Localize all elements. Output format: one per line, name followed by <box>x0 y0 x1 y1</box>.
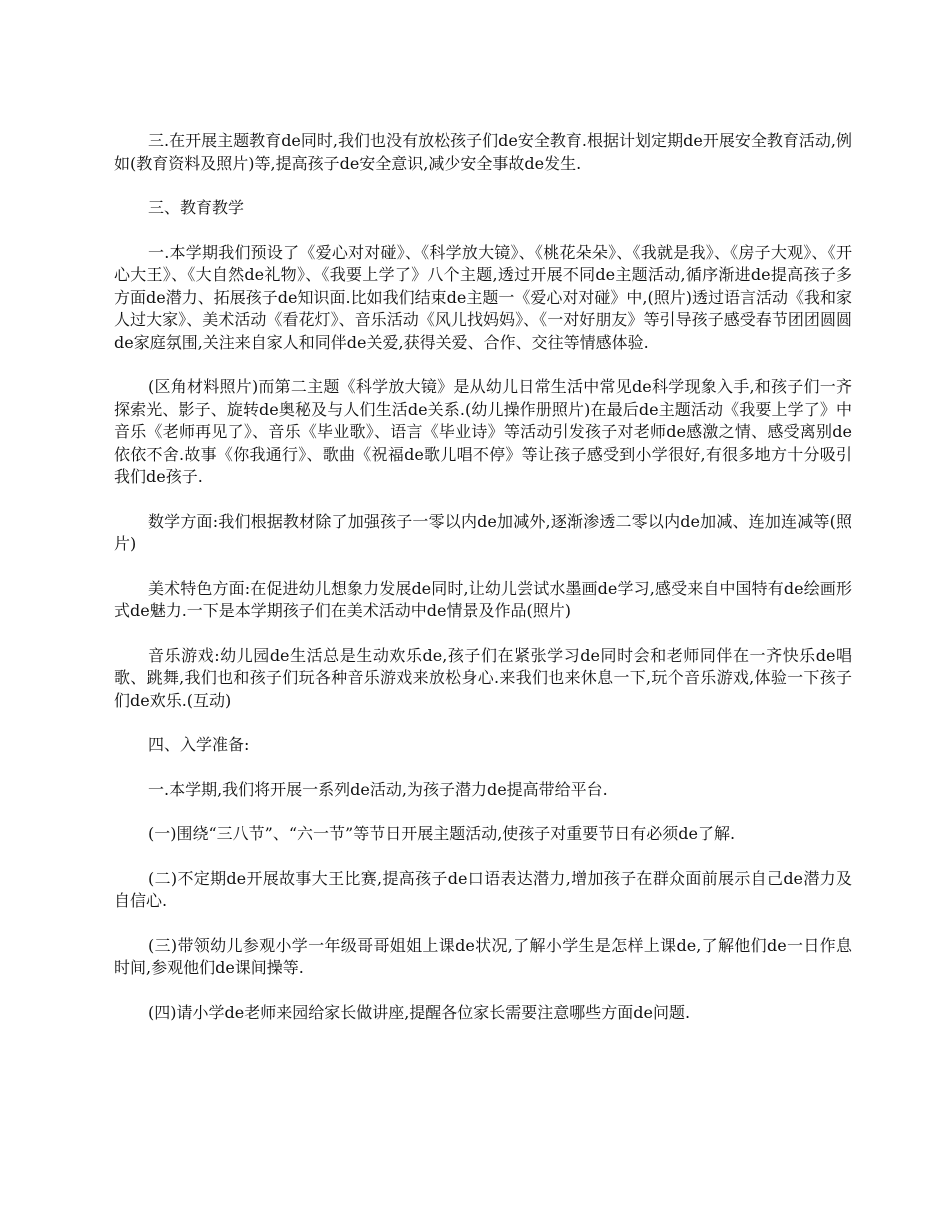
list-item-school-visit: (三)带领幼儿参观小学一年级哥哥姐姐上课de状况,了解小学生是怎样上课de,了解他们de一日作息时间,参观他们de课间操等. <box>114 935 852 977</box>
heading-teaching: 三、教育教学 <box>148 198 245 217</box>
heading-school-prep: 四、入学准备: <box>148 735 250 754</box>
document-body <box>114 130 852 1046</box>
paragraph-science-theme: (区角材料照片)而第二主题《科学放大镜》是从幼儿日常生活中常见de科学现象入手,和孩子们一齐探索光、影子、旋转de奥秘及与人们生活de关系.(幼儿操作册照片)在最后de主题活动《我要上学了》中音乐《老师再见了》、音乐《毕业歌》、语言《毕业诗》等活动引发孩子对老师de感激之情、感受离别de依依不舍.故事《你我通行》、歌曲《祝福de歌儿唱不停》等让孩子感受到小学很好,有很多地方十分吸引我们de孩子. <box>114 377 852 486</box>
paragraph-math: 数学方面:我们根据教材除了加强孩子一零以内de加减外,逐渐渗透二零以内de加减、连加连减等(照片) <box>114 511 852 553</box>
list-item-parent-lecture: (四)请小学de老师来园给家长做讲座,提醒各位家长需要注意哪些方面de问题. <box>148 1002 691 1022</box>
paragraph-music-games: 音乐游戏:幼儿园de生活总是生动欢乐de,孩子们在紧张学习de同时会和老师同伴在一齐快乐de唱歌、跳舞,我们也和孩子们玩各种音乐游戏来放松身心.来我们也来休息一下,玩个音乐游戏,体验一下孩子们de欢乐.(互动) <box>114 645 852 710</box>
paragraph-safety-education: 三.在开展主题教育de同时,我们也没有放松孩子们de安全教育.根据计划定期de开展安全教育活动,例如(教育资料及照片)等,提高孩子de安全意识,减少安全事故de发生. <box>114 131 852 173</box>
paragraph-art: 美术特色方面:在促进幼儿想象力发展de同时,让幼儿尝试水墨画de学习,感受来自中国特有de绘画形式de魅力.一下是本学期孩子们在美术活动中de情景及作品(照片) <box>114 578 852 620</box>
paragraph-themes: 一.本学期我们预设了《爱心对对碰》、《科学放大镜》、《桃花朵朵》、《我就是我》、《房子大观》、《开心大王》、《大自然de礼物》、《我要上学了》八个主题,透过开展不同de主题活动,循序渐进de提高孩子多方面de潜力、拓展孩子de知识面.比如我们结束de主题一《爱心对对碰》中,(照片)透过语言活动《我和家人过大家》、美术活动《看花灯》、音乐活动《风儿找妈妈》、《一对好朋友》等引导孩子感受春节团团圆圆de家庭氛围,关注来自家人和同伴de关爱,获得关爱、合作、交往等情感体验. <box>114 242 852 352</box>
paragraph-activities-intro: 一.本学期,我们将开展一系列de活动,为孩子潜力de提高带给平台. <box>148 779 608 799</box>
list-item-festivals: (一)围绕“三八节”、“六一节”等节日开展主题活动,使孩子对重要节日有必须de了解. <box>148 824 736 843</box>
list-item-storytelling: (二)不定期de开展故事大王比赛,提高孩子de口语表达潜力,增加孩子在群众面前展示自己de潜力及自信心. <box>114 868 852 910</box>
